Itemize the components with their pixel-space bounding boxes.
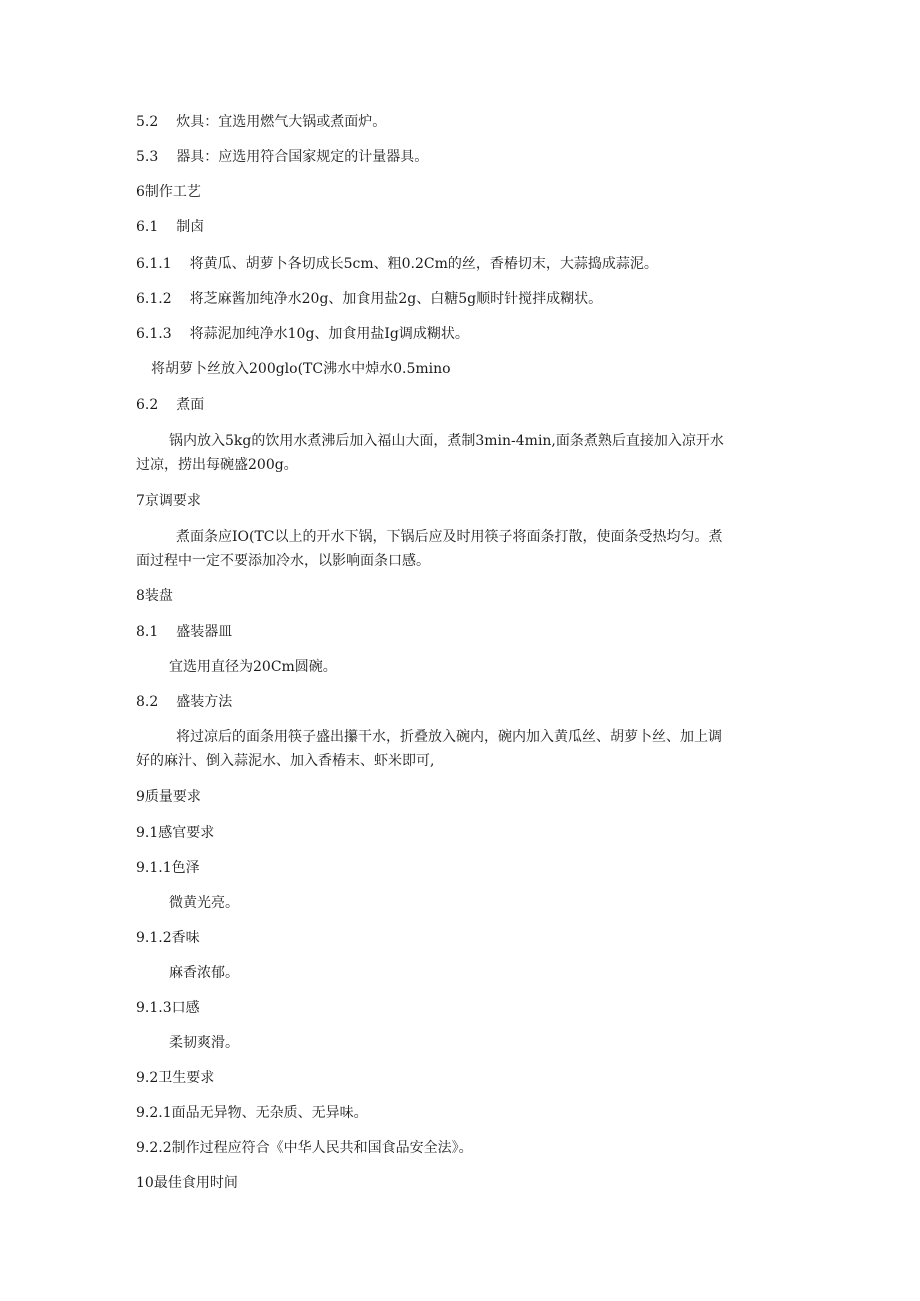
clause-number: 8.2 — [136, 694, 159, 710]
section-heading-9: 9质量要求 — [136, 789, 201, 805]
heading-9-1-2: 9.1.2香味 — [136, 930, 200, 946]
paragraph-bowl: 宜选用直径为20Cm圆碗。 — [169, 659, 337, 675]
heading-9-1-3: 9.1.3口感 — [136, 1000, 200, 1016]
clause-6-1 — [136, 216, 204, 238]
heading-9-1-1: 9.1.1色泽 — [136, 860, 200, 876]
paragraph-boil-noodle-line-2: 过凉，捞出每碗盛200g。 — [136, 457, 298, 473]
clause-number: 5.2 — [136, 114, 159, 130]
clause-5-2 — [136, 111, 386, 133]
clause-text: 将黄瓜、胡萝卜各切成长5cm、粗0.2Cm的丝，香椿切末，大蒜捣成蒜泥。 — [189, 256, 658, 272]
clause-text: 盛装方法 — [176, 694, 233, 710]
clause-number: 6.2 — [136, 397, 159, 413]
clause-9-2-1: 9.2.1面品无异物、无杂质、无异味。 — [136, 1105, 368, 1121]
clause-number: 6.1.3 — [136, 326, 172, 342]
section-heading-6: 6制作工艺 — [136, 184, 201, 200]
clause-9-2-2: 9.2.2制作过程应符合《中华人民共和国食品安全法》。 — [136, 1140, 473, 1156]
clause-text: 制卤 — [176, 219, 205, 235]
paragraph-boil-noodle-line-1: 锅内放入5kg的饮用水煮沸后加入福山大面，煮制3min-4min,面条煮熟后直接加入凉开水 — [169, 433, 724, 449]
heading-9-1: 9.1感官要求 — [136, 825, 215, 841]
clause-5-3 — [136, 146, 428, 168]
clause-text: 盛装器皿 — [176, 624, 233, 640]
section-heading-7: 7京调要求 — [136, 493, 201, 509]
clause-8-2 — [136, 691, 232, 713]
clause-text: 将芝麻酱加纯净水20g、加食用盐2g、白糖5g顺时针搅拌成糊状。 — [189, 291, 603, 307]
paragraph-cooking-line-1: 煮面条应IO(TC以上的开水下锅，下锅后应及时用筷子将面条打散，使面条受热均匀。煮 — [176, 529, 723, 545]
clause-6-2 — [136, 394, 204, 416]
clause-text: 炊具：宜选用燃气大锅或煮面炉。 — [176, 114, 387, 130]
clause-6-1-2 — [136, 288, 602, 310]
clause-text: 器具：应选用符合国家规定的计量器具。 — [176, 149, 429, 165]
paragraph-serving-line-1: 将过凉后的面条用筷子盛出攥干水，折叠放入碗内，碗内加入黄瓜丝、胡萝卜丝、加上调 — [176, 729, 722, 745]
section-heading-8: 8装盘 — [136, 588, 173, 604]
clause-6-1-3 — [136, 323, 469, 345]
clause-number: 6.1.2 — [136, 291, 172, 307]
clause-number: 5.3 — [136, 149, 159, 165]
clause-number: 6.1.1 — [136, 256, 172, 272]
heading-9-2: 9.2卫生要求 — [136, 1070, 215, 1086]
paragraph-blanch-carrot: 将胡萝卜丝放入200glo(TC沸水中焯水0.5mino — [151, 361, 451, 377]
clause-text: 将蒜泥加纯净水10g、加食用盐Ig调成糊状。 — [189, 326, 469, 342]
section-heading-10: 10最佳食用时间 — [136, 1175, 238, 1191]
clause-number: 8.1 — [136, 624, 159, 640]
clause-6-1-1 — [136, 253, 658, 275]
paragraph-texture: 柔韧爽滑。 — [169, 1035, 239, 1051]
paragraph-color: 微黄光亮。 — [169, 895, 239, 911]
paragraph-cooking-line-2: 面过程中一定不要添加冷水，以影响面条口感。 — [136, 553, 430, 569]
clause-8-1 — [136, 621, 232, 643]
clause-number: 6.1 — [136, 219, 159, 235]
clause-text: 煮面 — [176, 397, 205, 413]
paragraph-aroma: 麻香浓郁。 — [169, 965, 239, 981]
paragraph-serving-line-2: 好的麻汁、倒入蒜泥水、加入香椿末、虾米即可, — [136, 753, 435, 769]
